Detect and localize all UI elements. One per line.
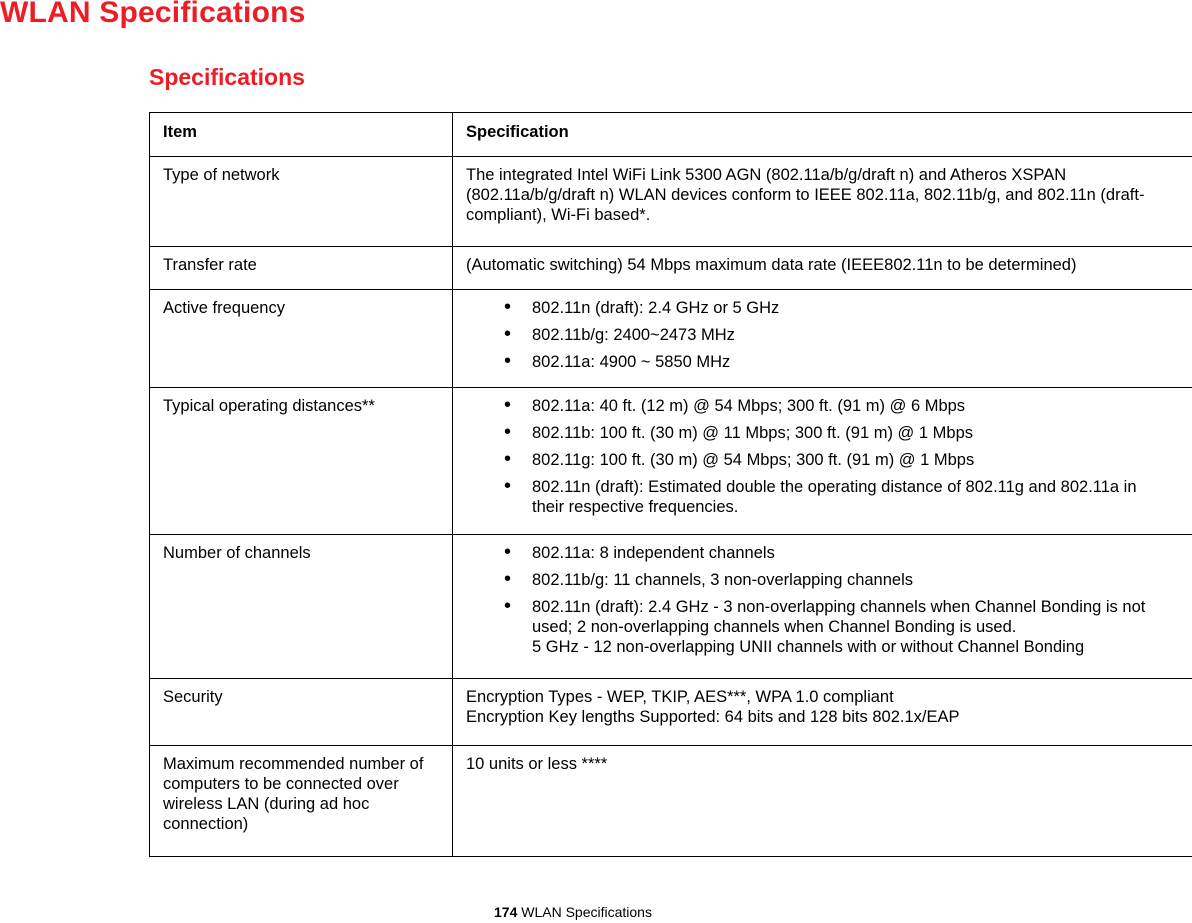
list-item <box>466 396 1180 416</box>
table-header-row <box>150 113 1192 157</box>
list-item-text: 802.11b/g: 2400~2473 MHz <box>532 326 735 344</box>
list-item-text: 802.11a: 4900 ~ 5850 MHz <box>532 353 731 371</box>
page-title: WLAN Specifications <box>0 0 306 29</box>
bullet-dot-icon: • <box>504 421 512 443</box>
row-item-label: Maximum recommended number of computers to be connected over wireless LAN (during ad hoc connection) <box>150 746 453 857</box>
bullet-dot-icon: • <box>504 448 512 470</box>
bullet-dot-icon: • <box>504 595 512 617</box>
table-row <box>150 388 1192 535</box>
specifications-table <box>149 112 1192 857</box>
list-item-text: 802.11n (draft): 2.4 GHz - 3 non-overlapping channels when Channel Bonding is not used; 2 non-overlapping channels when Channel Bonding is used. <box>532 598 1146 636</box>
list-item <box>466 450 1180 470</box>
list-item-text: 802.11n (draft): 2.4 GHz or 5 GHz <box>532 299 780 317</box>
bullet-dot-icon: • <box>504 323 512 345</box>
table-row <box>150 157 1192 247</box>
table-row <box>150 746 1192 857</box>
bullet-dot-icon: • <box>504 475 512 497</box>
list-item <box>466 423 1180 443</box>
row-spec-value: 10 units or less **** <box>453 746 1192 857</box>
footer-label: WLAN Specifications <box>517 904 652 920</box>
list-item <box>466 325 1180 345</box>
section-title: Specifications <box>149 64 305 90</box>
row-spec-value: The integrated Intel WiFi Link 5300 AGN (802.11a/b/g/draft n) and Atheros XSPAN (802.11a/b/g/draft n) WLAN devices conform to IEEE 802.11a, 802.11b/g, and 802.11n (draft-compliant), Wi-Fi based*. <box>453 157 1192 247</box>
table-row <box>150 247 1192 290</box>
row-spec-value <box>453 535 1192 679</box>
list-item <box>466 570 1180 590</box>
row-item-label: Transfer rate <box>150 247 453 290</box>
column-header-specification: Specification <box>453 113 1192 157</box>
row-spec-value: (Automatic switching) 54 Mbps maximum data rate (IEEE802.11n to be determined) <box>453 247 1192 290</box>
list-item <box>466 298 1180 318</box>
list-item-text: 802.11g: 100 ft. (30 m) @ 54 Mbps; 300 ft. (91 m) @ 1 Mbps <box>532 451 975 469</box>
bullet-dot-icon: • <box>504 296 512 318</box>
row-spec-value <box>453 388 1192 535</box>
list-item-text-continuation: 5 GHz - 12 non-overlapping UNII channels with or without Channel Bonding <box>532 638 1085 656</box>
list-item <box>466 352 1180 372</box>
spec-line: Encryption Key lengths Supported: 64 bits and 128 bits 802.1x/EAP <box>466 708 960 726</box>
bullet-dot-icon: • <box>504 350 512 372</box>
bullet-dot-icon: • <box>504 568 512 590</box>
list-item-text: 802.11n (draft): Estimated double the operating distance of 802.11g and 802.11a in their respective frequencies. <box>532 478 1137 516</box>
spec-line: Encryption Types - WEP, TKIP, AES***, WPA 1.0 compliant <box>466 688 894 706</box>
bullet-list <box>466 543 1180 657</box>
row-item-label: Typical operating distances** <box>150 388 453 535</box>
list-item-text: 802.11b: 100 ft. (30 m) @ 11 Mbps; 300 ft. (91 m) @ 1 Mbps <box>532 424 974 442</box>
list-item <box>466 477 1180 517</box>
row-item-label: Type of network <box>150 157 453 247</box>
table-row <box>150 679 1192 746</box>
row-spec-value <box>453 290 1192 388</box>
bullet-list <box>466 298 1180 372</box>
list-item-text: 802.11a: 40 ft. (12 m) @ 54 Mbps; 300 ft. (91 m) @ 6 Mbps <box>532 397 966 415</box>
list-item <box>466 543 1180 563</box>
bullet-dot-icon: • <box>504 394 512 416</box>
page-number: 174 <box>494 904 518 920</box>
bullet-list <box>466 396 1180 517</box>
row-item-label: Number of channels <box>150 535 453 679</box>
page-footer <box>494 904 652 920</box>
row-item-label: Security <box>150 679 453 746</box>
table-row <box>150 290 1192 388</box>
row-item-label: Active frequency <box>150 290 453 388</box>
table-row <box>150 535 1192 679</box>
row-spec-value <box>453 679 1192 746</box>
list-item-text: 802.11a: 8 independent channels <box>532 544 775 562</box>
column-header-item: Item <box>150 113 453 157</box>
list-item-text: 802.11b/g: 11 channels, 3 non-overlapping channels <box>532 571 914 589</box>
bullet-dot-icon: • <box>504 541 512 563</box>
list-item <box>466 597 1180 657</box>
